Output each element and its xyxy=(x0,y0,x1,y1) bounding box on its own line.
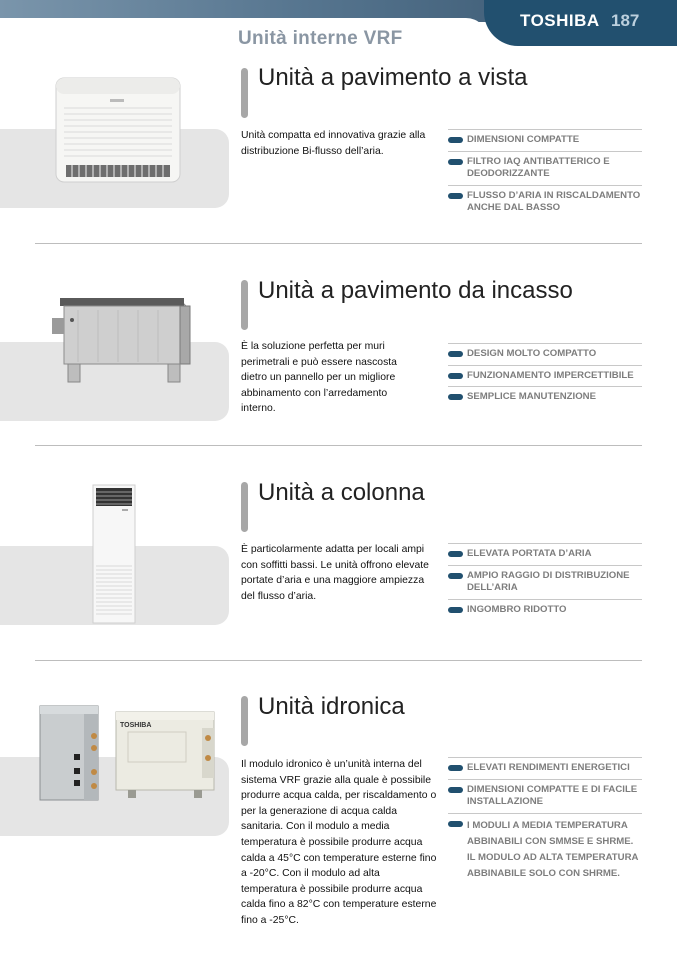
bullet-pill-icon xyxy=(448,159,463,165)
column-unit-icon xyxy=(92,484,136,624)
brand-logo: TOSHIBA xyxy=(520,11,600,30)
bullet-pill-icon xyxy=(448,137,463,143)
feature-item: FLUSSO D’ARIA IN RISCALDAMENTO ANCHE DAL BASSO xyxy=(448,185,642,219)
bullet-pill-icon xyxy=(448,373,463,379)
feature-item: DIMENSIONI COMPATTE E DI FACILE INSTALLAZIONE xyxy=(448,779,642,813)
bullet-pill-icon xyxy=(448,351,463,357)
bullet-pill-icon xyxy=(448,193,463,199)
title-accent-bar xyxy=(241,482,248,532)
title-accent-bar xyxy=(241,696,248,746)
bullet-pill-icon xyxy=(448,394,463,400)
bullet-pill-icon xyxy=(448,765,463,771)
feature-item: ELEVATA PORTATA D’ARIA xyxy=(448,543,642,565)
feature-list xyxy=(448,129,642,219)
unit-brand-logo: TOSHIBA xyxy=(120,722,152,729)
hydronic-module-icon xyxy=(38,702,218,804)
title-accent-bar xyxy=(241,280,248,330)
page-number: 187 xyxy=(611,11,640,30)
feature-list xyxy=(448,543,642,620)
bullet-pill-icon xyxy=(448,787,463,793)
section-title: Unità idronica xyxy=(258,693,405,720)
section-description: Il modulo idronico è un’unità interna del sistema VRF grazie alla quale è possibile produrre acqua calda, per riscaldamento o per la generazione di acqua calda sanitaria. Con il modulo a media temperatura è possibile produrre acqua calda a 45°C con temperature esterne fino a -20°C. Con il modulo ad alta temperatura è possibile produrre acqua calda fino a 82°C con temperature esterne fino a -25°C. xyxy=(241,759,437,926)
section-title: Unità a pavimento da incasso xyxy=(258,277,573,304)
section-description: Unità compatta ed innovativa grazie alla distribuzione Bi-flusso dell’aria. xyxy=(241,130,426,157)
feature-item: FUNZIONAMENTO IMPERCETTIBILE xyxy=(448,365,642,387)
feature-item: SEMPLICE MANUTENZIONE xyxy=(448,386,642,408)
feature-list xyxy=(448,757,642,886)
feature-item: INGOMBRO RIDOTTO xyxy=(448,599,642,621)
section-description: È la soluzione perfetta per muri perimetrali e può essere nascosta dietro un pannello per un migliore abbinamento con l’arredamento interno. xyxy=(241,341,397,415)
feature-item: FILTRO IAQ ANTIBATTERICO E DEODORIZZANTE xyxy=(448,151,642,185)
feature-item: AMPIO RAGGIO DI DISTRIBUZIONE DELL’ARIA xyxy=(448,565,642,599)
section-divider xyxy=(35,243,642,244)
feature-item: DESIGN MOLTO COMPATTO xyxy=(448,343,642,365)
title-accent-bar xyxy=(241,68,248,118)
floor-console-unit-icon xyxy=(52,74,184,186)
section-description: È particolarmente adatta per locali ampi con soffitti bassi. Le unità offrono elevate portate d’aria e una maggiore ampiezza del flusso d’aria. xyxy=(241,544,429,602)
bullet-pill-icon xyxy=(448,607,463,613)
section-divider xyxy=(35,445,642,446)
section-divider xyxy=(35,660,642,661)
bullet-pill-icon xyxy=(448,573,463,579)
page-subtitle: Unità interne VRF xyxy=(238,28,403,49)
feature-list xyxy=(448,343,642,408)
bullet-pill-icon xyxy=(448,551,463,557)
feature-item: ELEVATI RENDIMENTI ENERGETICI xyxy=(448,757,642,779)
section-title: Unità a pavimento a vista xyxy=(258,64,528,91)
bullet-pill-icon xyxy=(448,821,463,827)
feature-item: I MODULI A MEDIA TEMPERATURA ABBINABILI CON SMMSE E SHRME. IL MODULO AD ALTA TEMPERATURA ABBINABILE SOLO CON SHRME. xyxy=(448,813,642,886)
section-title: Unità a colonna xyxy=(258,479,425,506)
concealed-floor-unit-icon xyxy=(48,286,196,386)
feature-item: DIMENSIONI COMPATTE xyxy=(448,129,642,151)
